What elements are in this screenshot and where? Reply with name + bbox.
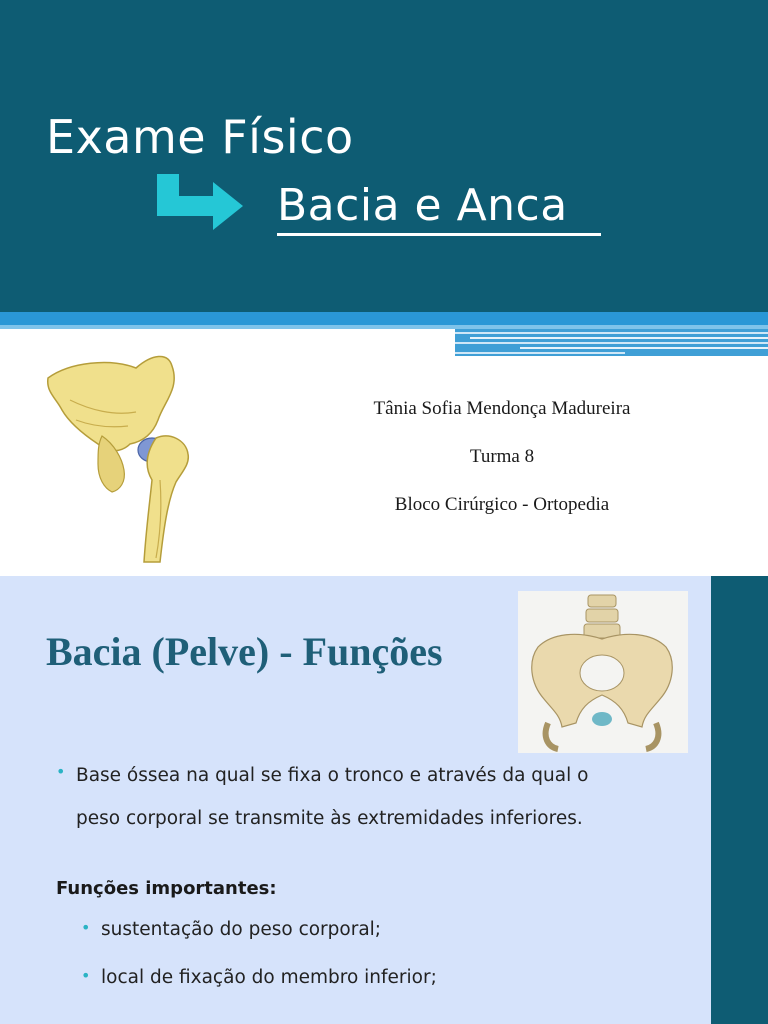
presenter-info: [300, 392, 704, 536]
content-slide: [0, 576, 768, 1024]
list-item-text: sustentação do peso corporal;: [101, 919, 382, 940]
list-item: [56, 754, 676, 840]
slide-body: [56, 754, 676, 1002]
course-block: Bloco Cirúrgico - Ortopedia: [394, 494, 610, 515]
pelvis-illustration: [518, 591, 688, 753]
bullet-dot-icon: •: [56, 762, 66, 781]
turn-right-arrow-icon: [155, 172, 247, 232]
subtitle-underline: [277, 233, 601, 236]
bullet-dot-icon: •: [81, 918, 91, 937]
slide-subtitle: Bacia e Anca: [277, 180, 568, 231]
slide-title: Exame Físico: [46, 110, 354, 164]
hip-bone-illustration: [40, 340, 220, 565]
bullet-dot-icon: •: [81, 966, 91, 985]
bullet-text-line-1: Base óssea na qual se fixa o tronco e através da qual o: [76, 765, 589, 786]
author-name: Tânia Sofia Mendonça Madureira: [373, 398, 631, 419]
list-item: [81, 906, 676, 954]
right-sidebar-band: [711, 576, 768, 1024]
section-heading: Funções importantes:: [56, 878, 277, 899]
bullet-text-line-2: peso corporal se transmite às extremidades inferiores.: [76, 808, 583, 829]
list-item-text: local de fixação do membro inferior;: [101, 967, 437, 988]
class-number: Turma 8: [469, 446, 535, 467]
title-header-band: [0, 0, 768, 312]
slide-title: Bacia (Pelve) - Funções: [46, 629, 443, 674]
list-item: [81, 954, 676, 1002]
